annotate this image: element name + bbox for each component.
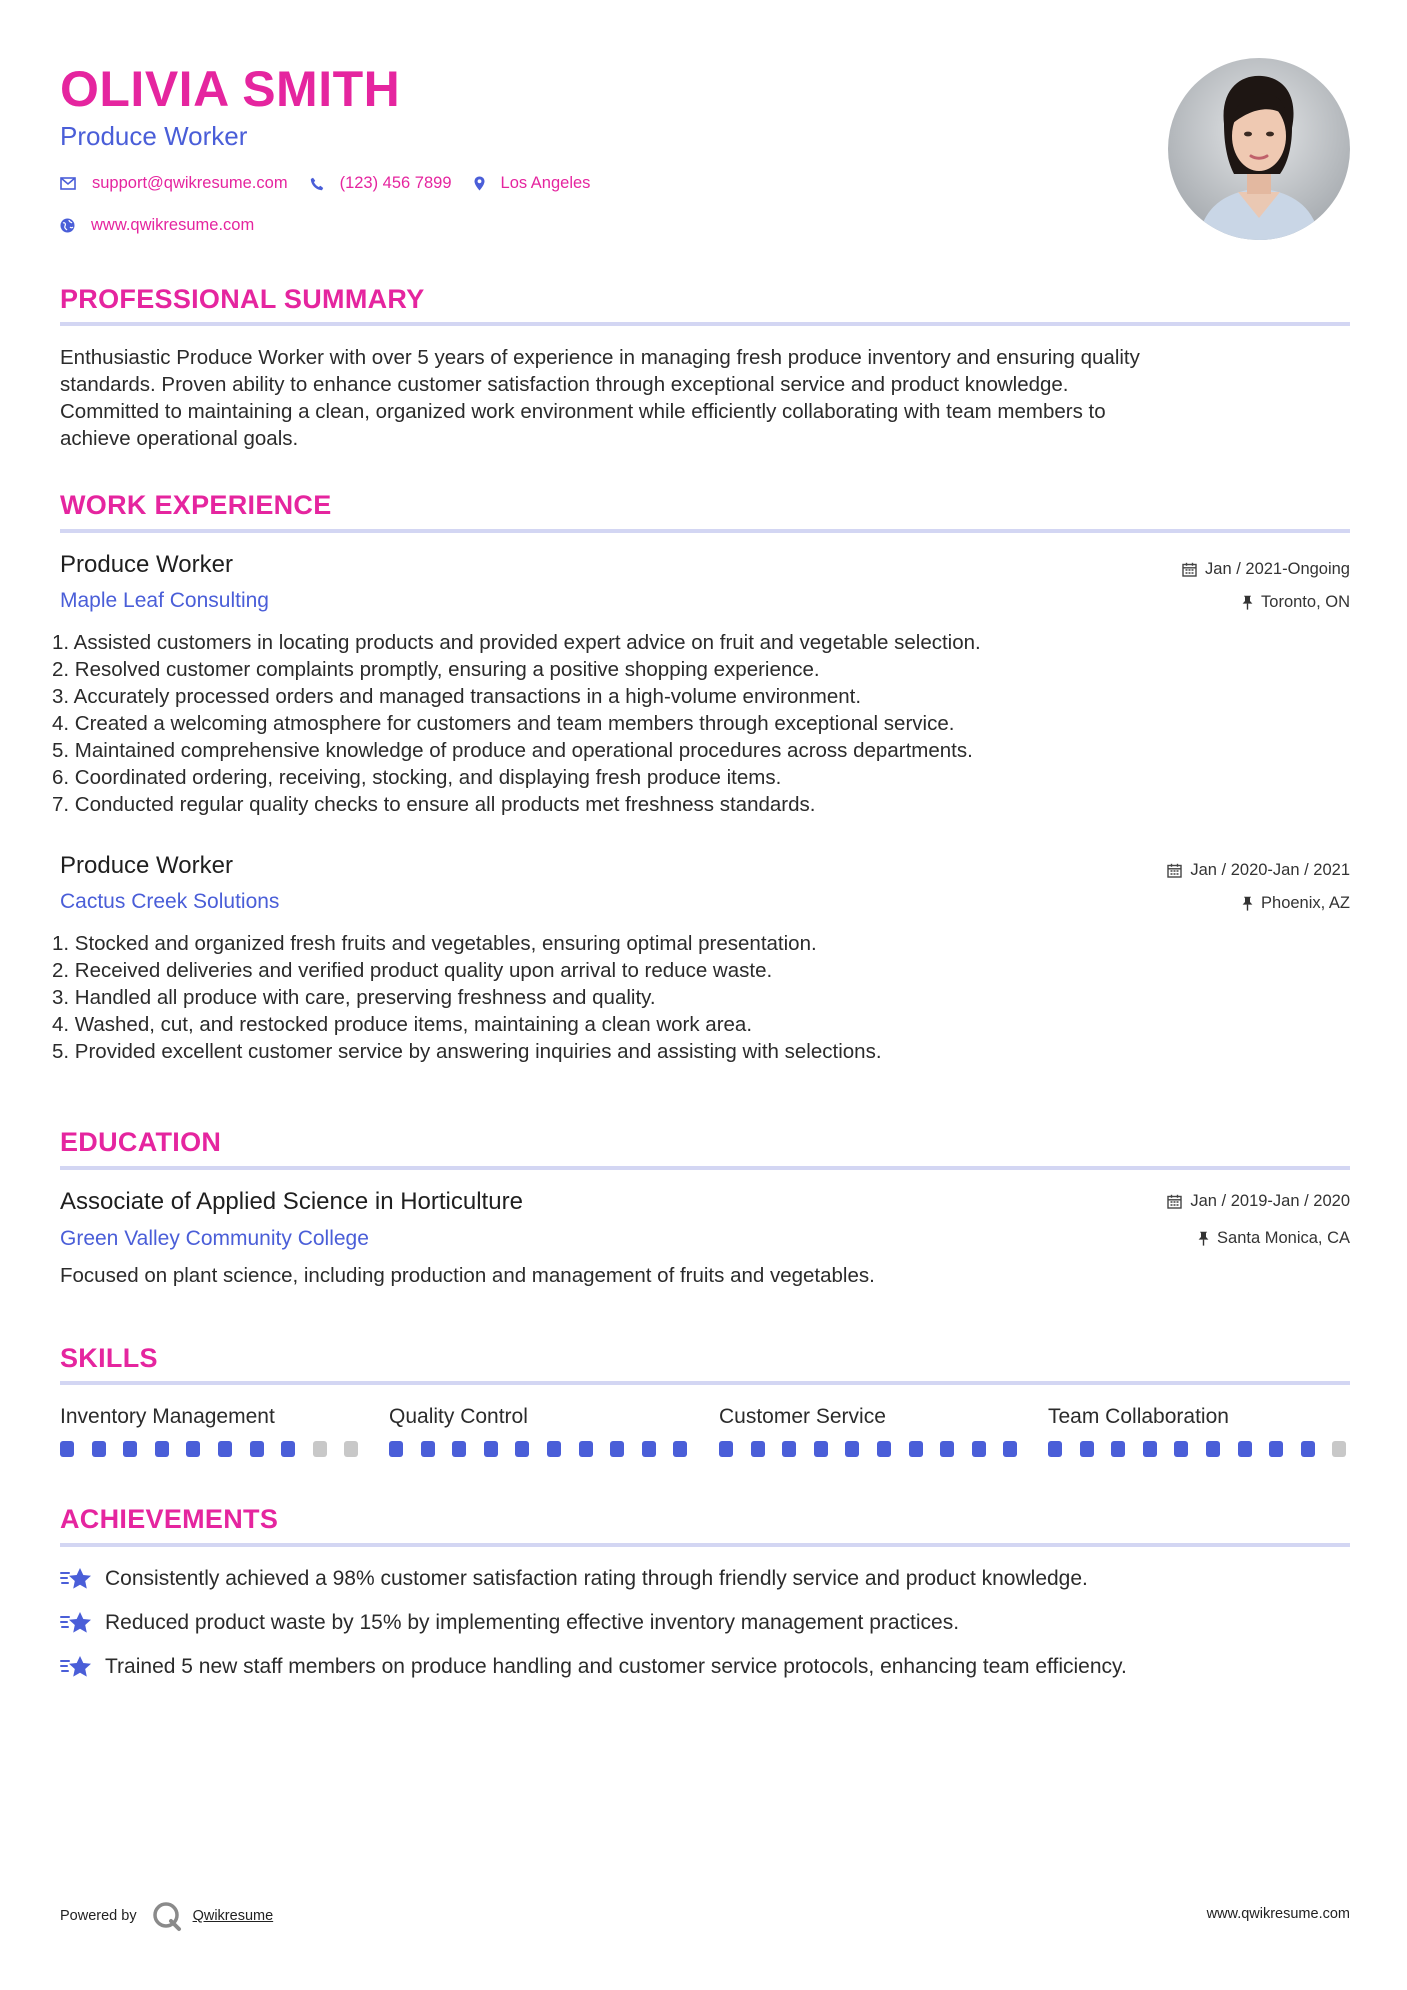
skill-dot-filled <box>515 1441 529 1457</box>
summary-line: achieve operational goals. <box>60 427 299 450</box>
responsibility-list <box>52 930 1352 1065</box>
contact-row-secondary <box>60 216 276 235</box>
summary-text <box>60 344 1350 452</box>
section-divider <box>60 529 1350 533</box>
list-item: 4. Created a welcoming atmosphere for customers and team members through exceptional service. <box>52 712 955 735</box>
job-title: Produce Worker <box>60 852 233 879</box>
skill-dot-filled <box>1238 1441 1252 1457</box>
skill-dot-filled <box>1080 1441 1094 1457</box>
skill-dot-filled <box>751 1441 765 1457</box>
list-item: 1. Assisted customers in locating products and provided expert advice on fruit and vegetable selection. <box>52 631 981 654</box>
skill-dot-empty <box>313 1441 327 1457</box>
calendar-icon <box>1167 1194 1182 1209</box>
skill-dot-empty <box>344 1441 358 1457</box>
skill-item <box>719 1404 1019 1430</box>
location-text: Los Angeles <box>500 174 591 192</box>
skill-dot-filled <box>60 1441 74 1457</box>
skill-dot-filled <box>642 1441 656 1457</box>
contact-email[interactable] <box>60 174 288 193</box>
location-text: Toronto, ON <box>1261 593 1350 611</box>
job-location <box>1242 893 1350 913</box>
skill-name: Team Collaboration <box>1048 1405 1229 1428</box>
list-item: 4. Washed, cut, and restocked produce items, maintaining a clean work area. <box>52 1013 753 1036</box>
skill-dot-filled <box>250 1441 264 1457</box>
star-badge-icon <box>60 1610 93 1636</box>
achievement-text: Trained 5 new staff members on produce handling and customer service protocols, enhancing team efficiency. <box>105 1655 1127 1678</box>
profile-photo <box>1168 58 1350 240</box>
contact-location <box>474 174 591 193</box>
skill-dot-filled <box>877 1441 891 1457</box>
pushpin-icon <box>1242 595 1253 610</box>
skill-dot-filled <box>940 1441 954 1457</box>
skill-item <box>1048 1404 1348 1430</box>
pushpin-icon <box>1242 896 1253 911</box>
date-range: Jan / 2020-Jan / 2021 <box>1190 861 1350 879</box>
skill-item <box>60 1404 360 1430</box>
qwikresume-logo-icon <box>151 1900 183 1932</box>
education-location <box>1198 1228 1350 1248</box>
profile-portrait-image <box>1168 58 1350 240</box>
list-item: 5. Maintained comprehensive knowledge of produce and operational procedures across departments. <box>52 739 973 762</box>
achievement-item <box>60 1653 1127 1681</box>
skill-dot-filled <box>610 1441 624 1457</box>
skill-dot-filled <box>218 1441 232 1457</box>
school-name: Green Valley Community College <box>60 1227 369 1250</box>
contact-row-primary <box>60 174 612 193</box>
achievement-item <box>60 1609 959 1637</box>
location-text: Santa Monica, CA <box>1217 1229 1350 1247</box>
achievement-text: Reduced product waste by 15% by implementing effective inventory management practices. <box>105 1611 960 1634</box>
skill-dot-filled <box>782 1441 796 1457</box>
company-name: Maple Leaf Consulting <box>60 589 269 612</box>
star-badge-icon <box>60 1654 93 1680</box>
summary-line: Committed to maintaining a clean, organized work environment while efficiently collaborating with team members to <box>60 400 1106 423</box>
website-text: www.qwikresume.com <box>91 216 255 234</box>
skill-dot-filled <box>1206 1441 1220 1457</box>
skill-item <box>389 1404 689 1430</box>
list-item: 7. Conducted regular quality checks to ensure all products met freshness standards. <box>52 793 816 816</box>
achievement-text: Consistently achieved a 98% customer satisfaction rating through friendly service and product knowledge. <box>105 1567 1088 1590</box>
calendar-icon <box>1182 562 1197 577</box>
skill-dot-filled <box>123 1441 137 1457</box>
envelope-icon <box>60 177 76 190</box>
section-title-skills: SKILLS <box>60 1343 158 1373</box>
date-range: Jan / 2021-Ongoing <box>1205 560 1350 578</box>
job-dates <box>1182 559 1350 579</box>
skill-dot-filled <box>1301 1441 1315 1457</box>
list-item: 3. Accurately processed orders and managed transactions in a high-volume environment. <box>52 685 862 708</box>
candidate-role: Produce Worker <box>60 121 248 151</box>
contact-phone[interactable] <box>310 174 452 193</box>
job-dates <box>1167 860 1350 880</box>
footer-website[interactable]: www.qwikresume.com <box>1206 1906 1350 1922</box>
list-item: 1. Stocked and organized fresh fruits and vegetables, ensuring optimal presentation. <box>52 932 817 955</box>
powered-by-label: Powered by <box>60 1908 137 1924</box>
education-dates <box>1167 1191 1350 1211</box>
footer-powered-by <box>60 1900 273 1932</box>
map-pin-icon <box>474 176 485 191</box>
education-description: Focused on plant science, including production and management of fruits and vegetables. <box>60 1264 875 1287</box>
section-divider <box>60 1543 1350 1547</box>
candidate-name: OLIVIA SMITH <box>60 61 401 117</box>
skill-name: Quality Control <box>389 1405 528 1428</box>
section-divider <box>60 322 1350 326</box>
achievement-item <box>60 1565 1088 1593</box>
skill-dot-empty <box>1332 1441 1346 1457</box>
calendar-icon <box>1167 863 1182 878</box>
skill-rating <box>1048 1441 1364 1457</box>
responsibility-list <box>52 629 1352 818</box>
skill-dot-filled <box>1269 1441 1283 1457</box>
location-text: Phoenix, AZ <box>1261 894 1350 912</box>
date-range: Jan / 2019-Jan / 2020 <box>1190 1192 1350 1210</box>
skill-rating <box>389 1441 705 1457</box>
qwikresume-link[interactable]: Qwikresume <box>192 1908 274 1924</box>
skill-dot-filled <box>1003 1441 1017 1457</box>
list-item: 2. Resolved customer complaints promptly, ensuring a positive shopping experience. <box>52 658 820 681</box>
skill-name: Inventory Management <box>60 1405 275 1428</box>
skill-name: Customer Service <box>719 1405 886 1428</box>
list-item: 2. Received deliveries and verified product quality upon arrival to reduce waste. <box>52 959 773 982</box>
section-title-summary: PROFESSIONAL SUMMARY <box>60 284 425 314</box>
skill-dot-filled <box>186 1441 200 1457</box>
skill-dot-filled <box>673 1441 687 1457</box>
skill-dot-filled <box>719 1441 733 1457</box>
section-divider <box>60 1166 1350 1170</box>
email-text: support@qwikresume.com <box>92 174 288 192</box>
pushpin-icon <box>1198 1231 1209 1246</box>
star-badge-icon <box>60 1566 93 1592</box>
skill-dot-filled <box>972 1441 986 1457</box>
job-title: Produce Worker <box>60 551 233 578</box>
skill-dot-filled <box>281 1441 295 1457</box>
list-item: 3. Handled all produce with care, preserving freshness and quality. <box>52 986 656 1009</box>
skill-dot-filled <box>421 1441 435 1457</box>
skill-rating <box>60 1441 376 1457</box>
section-divider <box>60 1381 1350 1385</box>
job-location <box>1242 592 1350 612</box>
phone-icon <box>310 177 324 191</box>
skill-dot-filled <box>389 1441 403 1457</box>
skill-dot-filled <box>547 1441 561 1457</box>
skill-dot-filled <box>1143 1441 1157 1457</box>
section-title-achievements: ACHIEVEMENTS <box>60 1504 279 1534</box>
skill-dot-filled <box>1174 1441 1188 1457</box>
degree-title: Associate of Applied Science in Horticulture <box>60 1188 523 1215</box>
phone-text: (123) 456 7899 <box>339 174 452 192</box>
skill-dot-filled <box>814 1441 828 1457</box>
section-title-education: EDUCATION <box>60 1127 222 1157</box>
skill-dot-filled <box>1111 1441 1125 1457</box>
list-item: 5. Provided excellent customer service by answering inquiries and assisting with selections. <box>52 1040 882 1063</box>
skill-dot-filled <box>452 1441 466 1457</box>
skill-rating <box>719 1441 1035 1457</box>
summary-line: standards. Proven ability to enhance customer satisfaction through exceptional service and product knowledge. <box>60 373 1069 396</box>
skill-dot-filled <box>909 1441 923 1457</box>
globe-icon <box>60 218 75 233</box>
section-title-experience: WORK EXPERIENCE <box>60 490 332 520</box>
summary-line: Enthusiastic Produce Worker with over 5 years of experience in managing fresh produce inventory and ensuring quality <box>60 346 1140 369</box>
skill-dot-filled <box>845 1441 859 1457</box>
company-name: Cactus Creek Solutions <box>60 890 280 913</box>
skill-dot-filled <box>579 1441 593 1457</box>
skill-dot-filled <box>155 1441 169 1457</box>
skill-dot-filled <box>92 1441 106 1457</box>
list-item: 6. Coordinated ordering, receiving, stocking, and displaying fresh produce items. <box>52 766 782 789</box>
skill-dot-filled <box>1048 1441 1062 1457</box>
contact-website[interactable] <box>60 216 254 235</box>
skill-dot-filled <box>484 1441 498 1457</box>
